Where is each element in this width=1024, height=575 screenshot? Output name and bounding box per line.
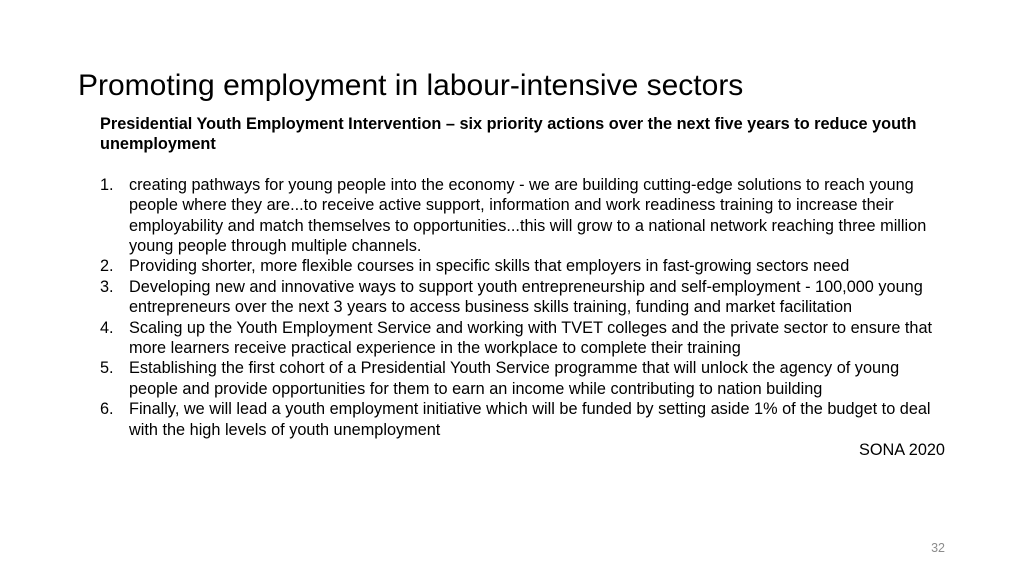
list-item-number: 4. [100,318,114,337]
list-item [100,256,950,276]
intro-heading: Presidential Youth Employment Intervention – six priority actions over the next five years to reduce youth unemployment [100,115,917,154]
list-item [100,358,950,399]
list-item-text: creating pathways for young people into the economy - we are building cutting-edge solutions to reach young people where they are...to receive active support, information and work readiness training to increase their employability and match themselves to opportunities...this will grow to a national network reaching three million young people through multiple channels. [129,175,927,256]
list-item-number: 5. [100,359,114,378]
list-item-text: Scaling up the Youth Employment Service and working with TVET colleges and the private sector to ensure that more learners receive practical experience in the workplace to complete their training [129,318,933,358]
list-item-number: 1. [100,175,114,194]
priority-actions-list [100,175,950,440]
list-item [100,277,950,318]
page-number: 32 [931,541,945,555]
list-item-text: Establishing the first cohort of a Presidential Youth Service programme that will unlock the agency of young people and provide opportunities for them to earn an income while contributing to nation building [129,359,900,398]
list-item [100,399,950,440]
slide-title: Promoting employment in labour-intensive sectors [78,69,744,102]
list-item-number: 2. [100,257,114,276]
source-citation: SONA 2020 [859,441,945,459]
list-item-number: 3. [100,277,114,296]
list-item [100,318,950,359]
slide-content [100,114,950,440]
list-item-text: Finally, we will lead a youth employment initiative which will be funded by setting aside 1% of the budget to deal with the high levels of youth unemployment [129,400,931,439]
list-item [100,175,950,257]
list-item-number: 6. [100,400,114,419]
list-item-text: Providing shorter, more flexible courses in specific skills that employers in fast-growing sectors need [129,257,850,276]
list-item-text: Developing new and innovative ways to support youth entrepreneurship and self-employment - 100,000 young entrepreneurs over the next 3 years to access business skills training, funding and market facilitation [129,277,923,317]
